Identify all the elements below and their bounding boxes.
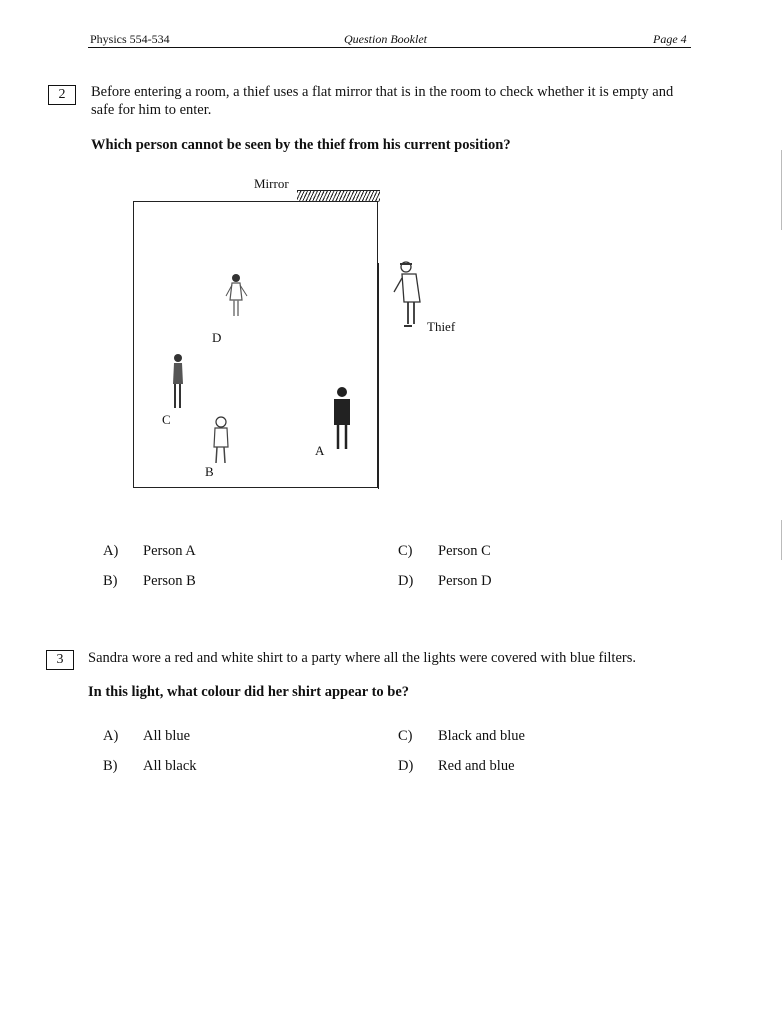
q3-option-a-text[interactable]: All blue: [143, 728, 191, 744]
person-c-figure: [166, 352, 190, 412]
question-2-text-line-2: safe for him to enter.: [91, 102, 212, 118]
q2-option-d-letter: D): [398, 573, 414, 589]
mirror-label: Mirror: [254, 176, 289, 191]
person-d-figure: [222, 272, 252, 322]
q3-option-d-text[interactable]: Red and blue: [438, 758, 515, 774]
question-3-number: 3: [46, 650, 74, 670]
q2-option-b-text[interactable]: Person B: [143, 573, 196, 589]
q3-option-b-letter: B): [103, 758, 118, 774]
scan-edge-mark-top: [781, 150, 782, 230]
person-d-label: D: [212, 330, 222, 345]
q2-option-a-letter: A): [103, 543, 119, 559]
thief-label: Thief: [427, 319, 456, 334]
q3-option-c-letter: C): [398, 728, 413, 744]
q2-option-d-text[interactable]: Person D: [438, 573, 492, 589]
header-divider: [88, 47, 691, 48]
header-course: Physics 554-534: [90, 32, 170, 46]
header-page-number: Page 4: [653, 32, 687, 46]
person-b-label: B: [205, 464, 214, 479]
q2-option-c-letter: C): [398, 543, 413, 559]
q3-option-b-text[interactable]: All black: [143, 758, 197, 774]
q2-option-a-text[interactable]: Person A: [143, 543, 196, 559]
doorway-wall: [378, 263, 379, 489]
question-3-text: Sandra wore a red and white shirt to a party where all the lights were covered with blue filters.: [88, 650, 636, 666]
question-2-text-line-1: Before entering a room, a thief uses a flat mirror that is in the room to check whether it is empty and: [91, 84, 674, 100]
person-c-label: C: [162, 412, 171, 427]
question-2-prompt: Which person cannot be seen by the thief from his current position?: [91, 137, 511, 153]
q2-option-c-text[interactable]: Person C: [438, 543, 491, 559]
q3-option-c-text[interactable]: Black and blue: [438, 728, 525, 744]
q3-option-a-letter: A): [103, 728, 119, 744]
person-a-label: A: [315, 443, 325, 458]
q2-option-b-letter: B): [103, 573, 118, 589]
person-b-figure: [207, 415, 235, 467]
q3-option-d-letter: D): [398, 758, 414, 774]
question-2-number: 2: [48, 85, 76, 105]
scan-edge-mark-middle: [781, 520, 782, 560]
question-3-prompt: In this light, what colour did her shirt appear to be?: [88, 684, 410, 700]
person-a-figure: [328, 385, 356, 453]
header-booklet-title: Question Booklet: [344, 32, 427, 46]
thief-figure: [390, 258, 430, 330]
